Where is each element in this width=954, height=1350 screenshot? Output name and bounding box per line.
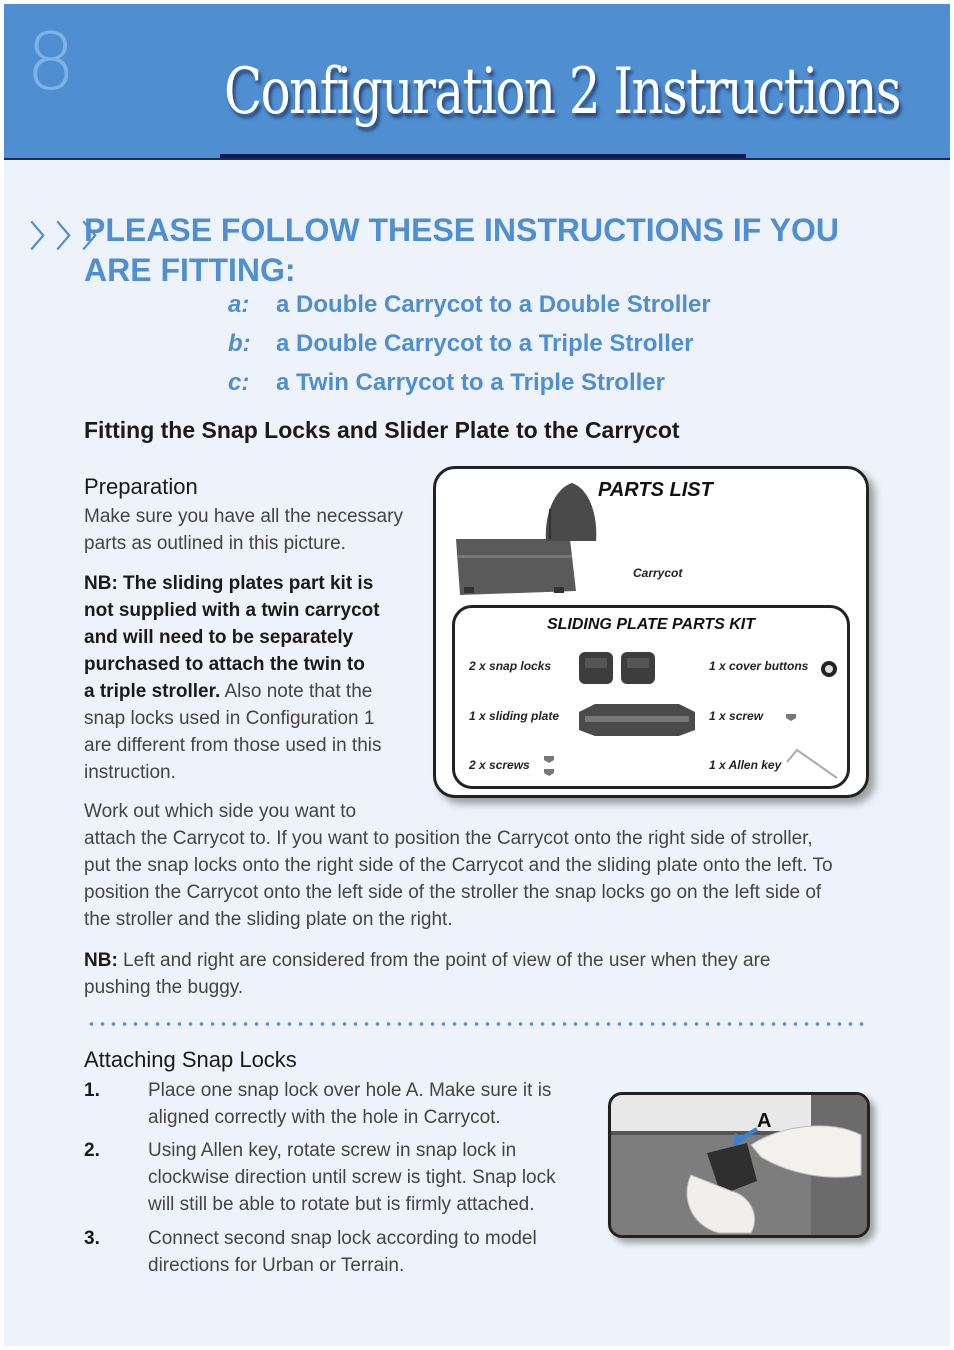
- option-text: a Twin Carrycot to a Triple Stroller: [276, 369, 665, 396]
- nb-line: NB: The sliding plates part kit is: [84, 573, 374, 594]
- sliding-plate-image: [575, 700, 699, 740]
- nb-line: purchased to attach the twin to: [84, 654, 365, 675]
- page-title: Configuration 2 Instructions: [224, 55, 900, 129]
- page-header: [4, 4, 950, 160]
- carrycot-label: Carrycot: [633, 566, 683, 580]
- step-1: [84, 1077, 584, 1131]
- step-number: 2.: [84, 1140, 100, 1161]
- heading-line-1: PLEASE FOLLOW THESE INSTRUCTIONS IF YOU: [84, 212, 839, 248]
- photo-illustration: [611, 1095, 867, 1235]
- option-b: [228, 330, 693, 358]
- attaching-title: Attaching Snap Locks: [84, 1047, 297, 1072]
- allen-key-label: 1 x Allen key: [709, 758, 782, 772]
- nb-label: NB:: [84, 950, 118, 971]
- preparation-title: Preparation: [84, 474, 198, 499]
- kit-title: SLIDING PLATE PARTS KIT: [546, 616, 755, 633]
- text-line: attach the Carrycot to. If you want to position the Carrycot onto the right side of stroller,: [84, 828, 813, 849]
- snap-lock-photo: [608, 1092, 870, 1238]
- text-line: are different from those used in this: [84, 735, 382, 756]
- sliding-plate-kit: [452, 605, 850, 789]
- screws-image: [543, 754, 557, 780]
- step-2: [84, 1137, 584, 1218]
- text-line: snap locks used in Configuration 1: [84, 708, 375, 729]
- text-line: the stroller and the sliding plate on the right.: [84, 909, 453, 930]
- step-text: Connect second snap lock according to model directions for Urban or Terrain.: [148, 1228, 537, 1276]
- instructions-heading: [84, 210, 844, 290]
- allen-key-image: [785, 744, 841, 780]
- text-line: Work out which side you want to: [84, 801, 357, 822]
- parts-list-panel: [433, 466, 869, 798]
- nb-text: Left and right are considered from the point of view of the user when they are: [117, 950, 771, 971]
- step-text: Place one snap lock over hole A. Make sure it is aligned correctly with the hole in Carrycot.: [148, 1080, 552, 1128]
- text-line: Make sure you have all the necessary: [84, 506, 403, 527]
- text-line: put the snap locks onto the right side of the Carrycot and the sliding plate onto the left. To: [84, 855, 833, 876]
- text-line: instruction.: [84, 762, 176, 783]
- option-a: [228, 291, 711, 319]
- screws-label: 2 x screws: [469, 758, 530, 772]
- nb-line: and will need to be separately: [84, 627, 354, 648]
- fitting-section-title: Fitting the Snap Locks and Slider Plate to the Carrycot: [84, 417, 680, 443]
- preparation-text: [84, 503, 424, 557]
- text-line: parts as outlined in this picture.: [84, 533, 346, 554]
- heading-line-2: ARE FITTING:: [84, 252, 296, 288]
- chevron-icon: 〉〉〉: [30, 221, 108, 254]
- nb-line: [84, 678, 424, 705]
- step-text: Using Allen key, rotate screw in snap lock in clockwise direction until screw is tight. Snap lock will still be able to rotate but is firmly attached.: [148, 1140, 556, 1215]
- hole-a-label: A: [757, 1110, 772, 1132]
- option-letter: a:: [228, 291, 250, 318]
- carrycot-image: [450, 479, 600, 599]
- text-line: [84, 947, 864, 974]
- snap-locks-label: 2 x snap locks: [469, 659, 552, 673]
- step-3: [84, 1225, 584, 1279]
- option-text: a Double Carrycot to a Double Stroller: [276, 291, 711, 318]
- option-letter: b:: [228, 330, 251, 357]
- screw-image: [785, 712, 799, 722]
- side-instructions: [84, 798, 864, 933]
- parts-list-title: PARTS LIST: [598, 479, 713, 501]
- snap-locks-image: [577, 650, 659, 686]
- dotted-divider: [86, 1021, 868, 1027]
- nb-left-right-note: [84, 947, 864, 1001]
- step-number: 3.: [84, 1228, 100, 1249]
- sliding-plate-label: 1 x sliding plate: [469, 709, 560, 723]
- text-line: pushing the buggy.: [84, 977, 244, 998]
- preparation-note: [84, 570, 424, 786]
- page-number: 8: [26, 18, 76, 108]
- option-c: [228, 369, 665, 397]
- cover-buttons-label: 1 x cover buttons: [709, 659, 809, 673]
- option-text: a Double Carrycot to a Triple Stroller: [276, 330, 694, 357]
- step-number: 1.: [84, 1080, 100, 1101]
- option-letter: c:: [228, 369, 250, 396]
- nb-bold: a triple stroller.: [84, 681, 221, 702]
- nb-line: not supplied with a twin carrycot: [84, 600, 380, 621]
- screw-label: 1 x screw: [709, 709, 764, 723]
- nb-rest: Also note that the: [220, 681, 373, 702]
- text-line: position the Carrycot onto the left side of the stroller the snap locks go on the left side of: [84, 882, 822, 903]
- cover-button-image: [819, 659, 839, 679]
- title-underline: [220, 154, 746, 158]
